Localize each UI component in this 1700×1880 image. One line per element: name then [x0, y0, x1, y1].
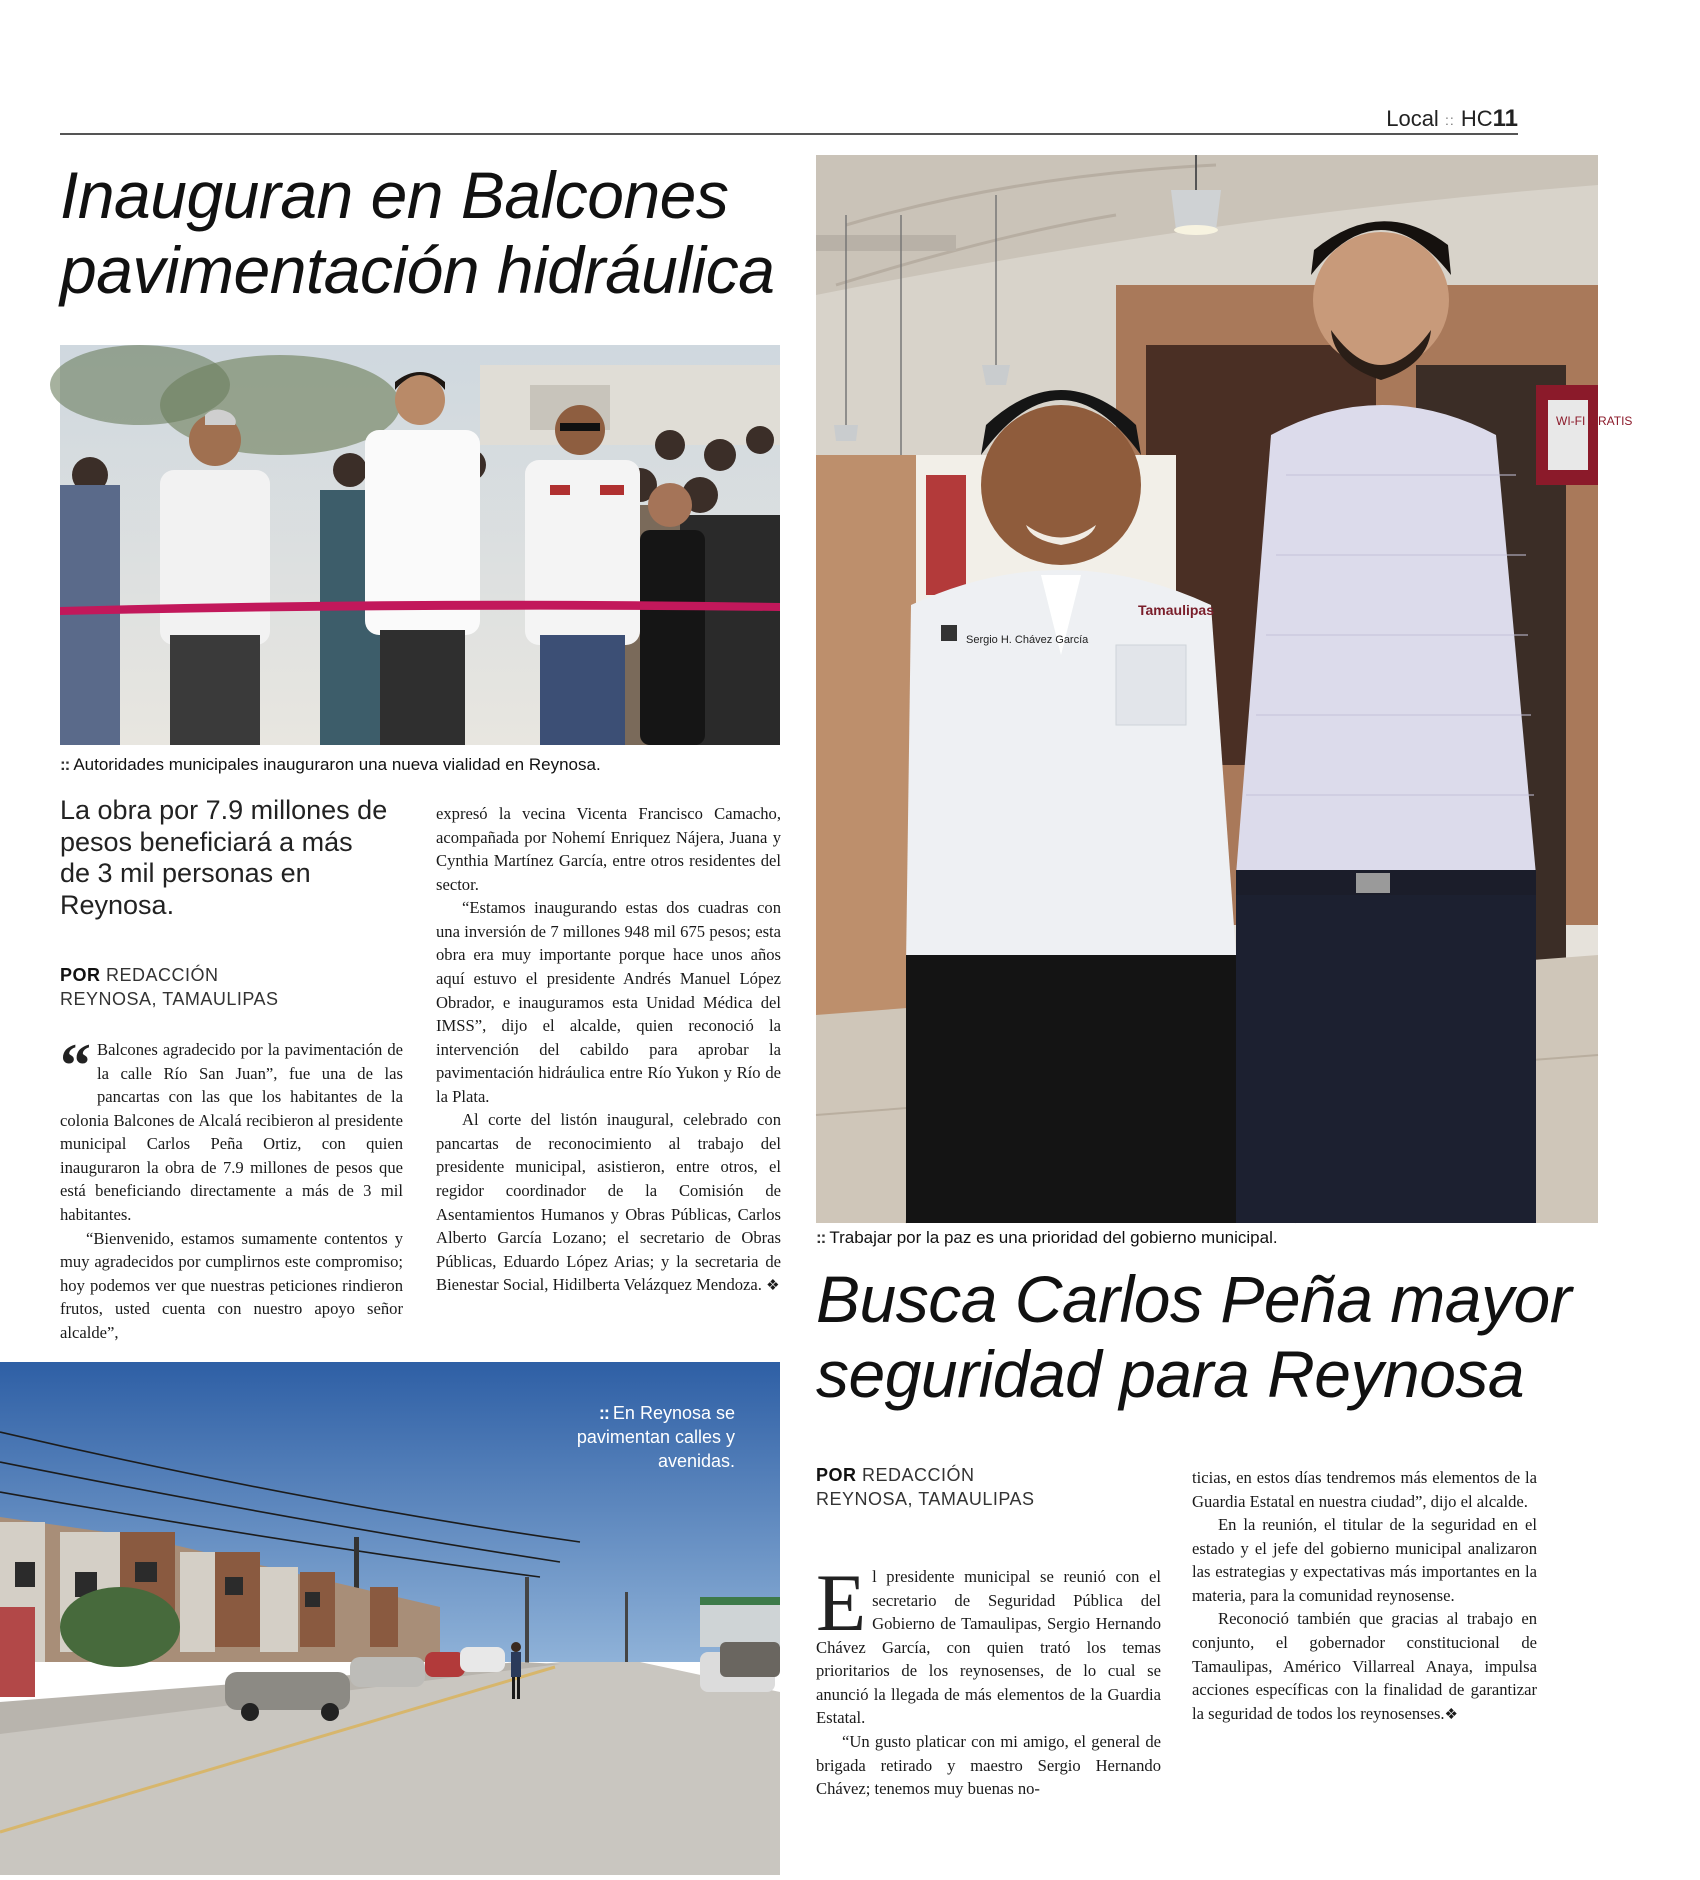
article2-headline: Busca Carlos Peña mayor seguridad para Reynosa — [816, 1262, 1572, 1411]
end-mark-icon: ❖ — [1444, 1706, 1458, 1723]
end-mark-icon: ❖ — [766, 1278, 780, 1295]
shirt-logo-text: Tamaulipas — [1138, 602, 1214, 618]
article1-column-1 — [60, 1032, 403, 1346]
article1-headline: Inauguran en Balcones pavimentación hidráulica — [60, 158, 775, 307]
drop-cap: E — [816, 1557, 867, 1648]
ribbon-cutting-photo — [60, 345, 780, 745]
caption-marker-icon: :: — [60, 755, 70, 774]
byline-author: REDACCIÓN — [862, 1465, 975, 1485]
article1-paragraph-text: Al corte del listón inaugural, celebrado con pancartas de reconocimiento al trabajo del presidente municipal, asistieron, entre otros, el regidor coordinador de la Comisión de Asentamientos Humanos y Obras Públicas, Carlos Alberto García Lozano; el secretario de Obras Públicas, Eduardo López Arias; y la secretaria de Bienestar Social, Hidilberta Velázquez Mendoza. — [436, 1110, 781, 1295]
wifi-sign-text: WI-FI GRATIS — [1556, 414, 1633, 428]
article1-paragraph: Balcones agradecido por la pavimentación de la calle Río San Juan”, fue una de las pancartas con las que los habitantes de la colonia Balcones de Alcalá recibieron al presidente municipal Carlos Peña Ortiz, con quien inauguraron la obra de 7.9 millones de pesos que está beneficiando directamente a más de 3 mil habitantes. — [60, 1040, 403, 1224]
article1-byline — [60, 963, 390, 1012]
article1-dek: La obra por 7.9 millones de pesos beneficiará a más de 3 mil personas en Reynosa. — [60, 795, 388, 920]
article2-paragraph — [1192, 1607, 1537, 1726]
section-name: Local — [1386, 106, 1439, 131]
street-caption-text: En Reynosa se pavimentan calles y avenidas. — [576, 1403, 735, 1471]
article2-column-2 — [1192, 1466, 1537, 1796]
article2-byline — [816, 1463, 1146, 1512]
publication-name: HC — [1460, 106, 1493, 131]
article2-paragraph-text: Reconoció también que gracias al trabajo en conjunto, el gobernador constitucional de Tamaulipas, Américo Villarreal Anaya, impulsa acciones específicas con la finalidad de garantizar la seguridad de todos los reynosenses. — [1192, 1609, 1537, 1723]
caption-text: Trabajar por la paz es una prioridad del gobierno municipal. — [829, 1228, 1278, 1247]
article2-photo-caption — [816, 1228, 1598, 1248]
svg-text:Sergio H. Chávez García: Sergio H. Chávez García — [966, 634, 1089, 646]
byline-por: POR — [816, 1465, 857, 1485]
street-photo — [0, 1362, 780, 1875]
security-meeting-photo — [816, 155, 1633, 1223]
byline-author: REDACCIÓN — [106, 965, 219, 985]
byline-location: REYNOSA, TAMAULIPAS — [816, 1489, 1035, 1510]
article1-paragraph: expresó la vecina Vicenta Francisco Camacho, acompañada por Nohemí Enriquez Nájera, Juana y Cynthia Martínez García, entre otros residentes del sector. — [436, 804, 781, 894]
ribbon-cutting-illustration — [60, 345, 780, 745]
article2-column-1 — [816, 1557, 1161, 1865]
article2-paragraph: ticias, en estos días tendremos más elementos de la Guardia Estatal en nuestra ciudad”, dijo el alcalde. — [1192, 1468, 1537, 1511]
byline-por: POR — [60, 965, 101, 985]
folio — [1386, 105, 1518, 133]
folio-separator: :: — [1444, 112, 1455, 129]
page-number: 11 — [1492, 105, 1518, 132]
caption-marker-icon: :: — [598, 1403, 613, 1423]
article1-paragraph: “Estamos inaugurando estas dos cuadras con una inversión de 7 millones 948 mil 675 pesos; esta obra era muy importante porque hace unos años aquí estuvo el presidente Andrés Manuel López Obrador, e inauguramos esta Unidad Médica del IMSS”, dijo el alcalde, quien reconoció la intervención del cabildo para aprobar la pavimentación hidráulica entre Río Yukon y Río de la Plata. — [436, 898, 781, 1106]
caption-marker-icon: :: — [816, 1228, 826, 1247]
meeting-illustration — [816, 155, 1633, 1223]
article2-paragraph: En la reunión, el titular de la seguridad en el estado y el jefe del gobierno municipal analizaron las estrategias y expectativas más importantes en la materia, para la comunidad reynosense. — [1192, 1515, 1537, 1605]
article2-paragraph: l presidente municipal se reunió con el secretario de Seguridad Pública del Gobierno de Tamaulipas, Sergio Hernando Chávez García, con quien trató los temas prioritarios de los reynosenses, de lo cual se anunció la llegada de más elementos de la Guardia Estatal. — [816, 1567, 1161, 1728]
article1-photo-caption — [60, 755, 780, 775]
article1-column-2 — [436, 802, 781, 1342]
opening-quote-glyph: “ — [60, 1032, 91, 1100]
page-header — [60, 105, 1518, 135]
article1-paragraph: “Bienvenido, estamos sumamente contentos y muy agradecidos por cumplirnos este compromiso; hoy podemos ver que nuestras peticiones rindieron frutos, usted cuenta con nuestro apoyo señor alcalde”, — [60, 1228, 403, 1342]
byline-location: REYNOSA, TAMAULIPAS — [60, 989, 279, 1010]
article1-paragraph — [436, 1108, 781, 1297]
caption-text: Autoridades municipales inauguraron una nueva vialidad en Reynosa. — [73, 755, 601, 774]
article2-paragraph: “Un gusto platicar con mi amigo, el general de brigada retirado y maestro Sergio Hernando Chávez; tenemos muy buenas no- — [816, 1731, 1161, 1799]
street-photo-caption — [555, 1402, 735, 1474]
